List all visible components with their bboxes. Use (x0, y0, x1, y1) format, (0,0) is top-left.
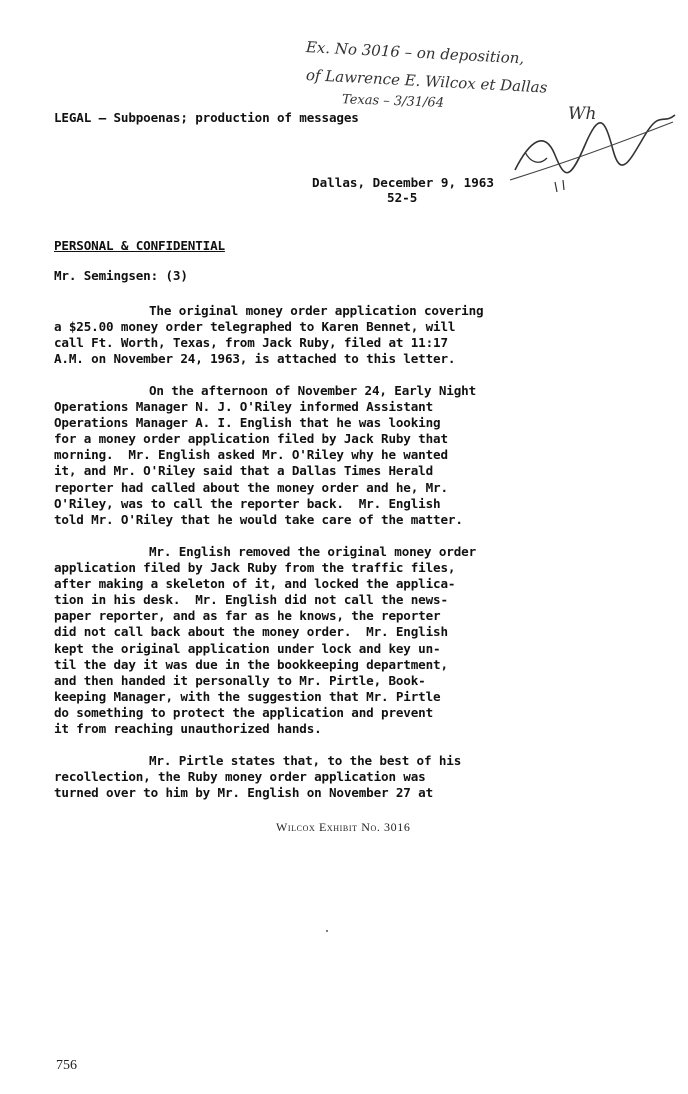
salutation: Mr. Semingsen: (3) (54, 268, 188, 283)
exhibit-label: Wilcox Exhibit No. 3016 (276, 820, 411, 834)
paragraph-1: The original money order application covering a $25.00 money order telegraphed to Karen Bennet, will call Ft. Worth, Texas, from Jack Ruby, filed at 11:17 A.M. on November 24, 1963, is attached to this letter. (54, 303, 484, 367)
handwritten-note-line-2: of Lawrence E. Wilcox et Dallas (305, 66, 548, 97)
confidential-heading: PERSONAL & CONFIDENTIAL (54, 238, 225, 253)
dateline: Dallas, December 9, 1963 (312, 175, 494, 190)
handwritten-note-line-3: Texas – 3/31/64 (341, 92, 445, 111)
reference-number: 52-5 (387, 190, 418, 205)
paragraph-3: Mr. English removed the original money order application filed by Jack Ruby from the traffic files, after making a skeleton of it, and locked the applica- tion in his desk. Mr. English did not call the news- paper reporter, and as far as he knows, the reporter did not call back about the money order. Mr. English kept the original application under lock and key un- til the day it was due in the bookkeeping department, and then handed it personally to Mr. Pirtle, Book- keeping Manager, with the suggestion that Mr. Pirtle do something to protect the application and prevent it from reaching unauthorized hands. (54, 544, 477, 737)
subject-line: LEGAL – Subpoenas; production of messages (54, 110, 359, 125)
page-number: 756 (56, 1058, 77, 1073)
handwritten-note-line-1: Ex. No 3016 – on deposition, (305, 38, 525, 68)
stray-mark (326, 930, 328, 932)
handwritten-initials: Wh (568, 104, 597, 124)
paragraph-2: On the afternoon of November 24, Early Night Operations Manager N. J. O'Riley informed Assistant Operations Manager A. I. English that he was looking for a money order application filed by Jack Ruby that morning. Mr. English asked Mr. O'Riley why he wanted it, and Mr. O'Riley said that a Dallas Times Herald reporter had called about the money order and he, Mr. O'Riley, was to call the reporter back. Mr. English told Mr. O'Riley that he would take care of the matter. (54, 383, 477, 527)
paragraph-4: Mr. Pirtle states that, to the best of his recollection, the Ruby money order application was turned over to him by Mr. English on November 27 at (54, 753, 462, 801)
